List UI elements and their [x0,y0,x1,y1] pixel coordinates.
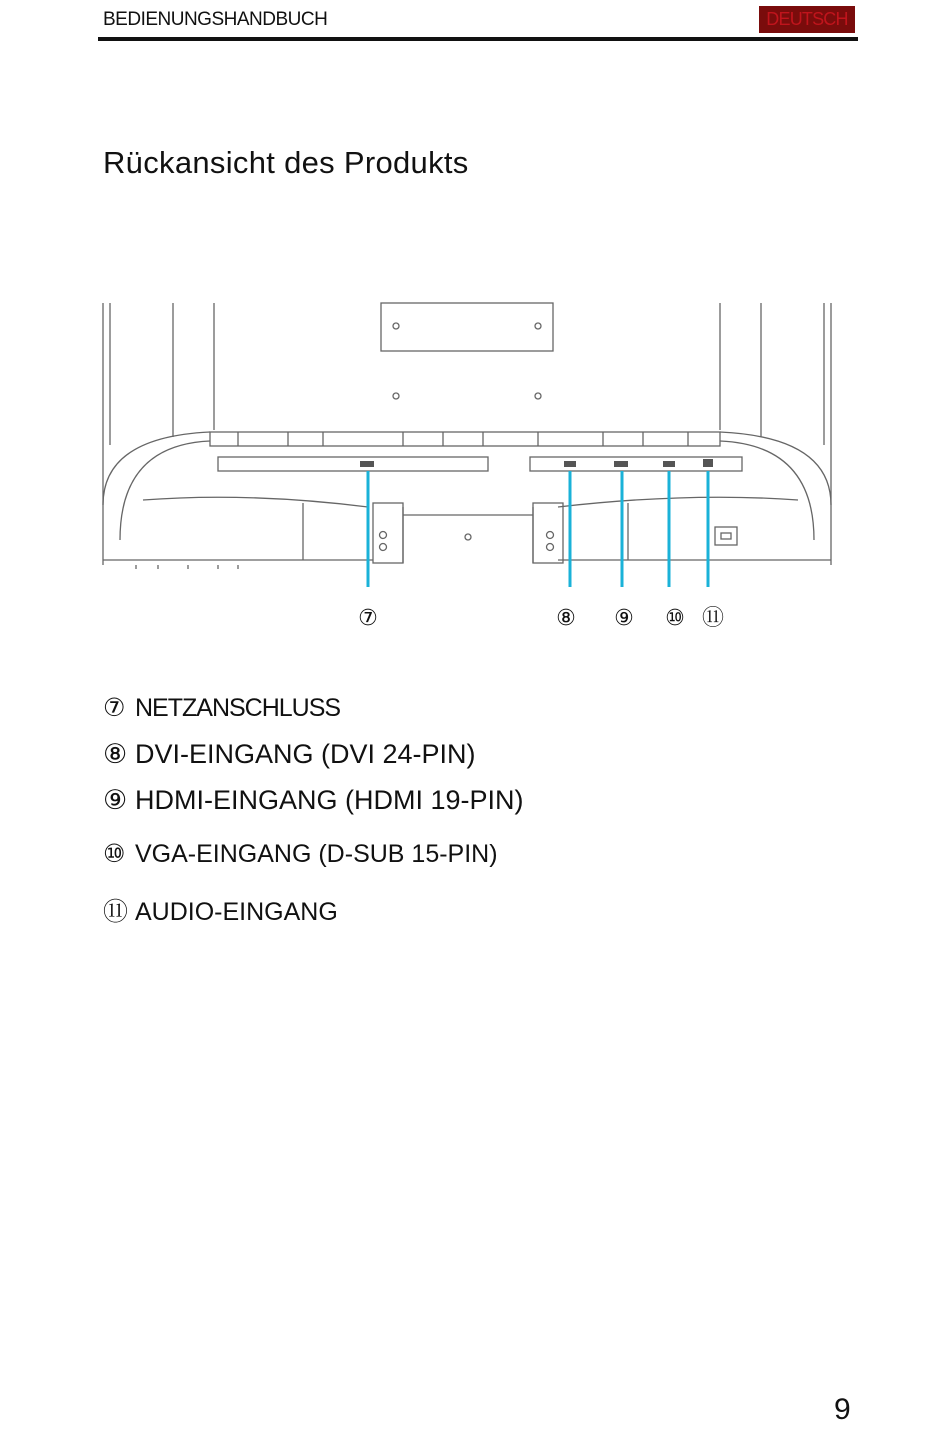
port-label-bar-left [218,457,488,471]
section-title: Rückansicht des Produkts [103,145,469,180]
legend-text: VGA-EINGANG (D-SUB 15-PIN) [135,840,498,868]
callout-number-7: ⑦ [358,606,378,631]
monitor-rear-view-diagram [98,295,838,635]
legend-item-power [103,693,340,723]
legend-item-hdmi [103,785,524,816]
legend-number: ⑧ [103,739,128,769]
legend-number: ⑨ [103,785,128,815]
legend-text: AUDIO-EINGANG [135,898,338,926]
legend-number: ⑦ [103,694,125,722]
header-rule [98,37,858,41]
stand-bracket-left [373,503,403,563]
dvi-port-marker [564,461,576,467]
vesa-plate [381,303,553,351]
stand-bracket-right [533,503,563,563]
legend-text: NETZANSCHLUSS [135,694,341,722]
hdmi-port-marker [614,461,628,467]
callout-number-9: ⑨ [614,606,634,631]
vga-port-marker [663,461,675,467]
legend-item-dvi [103,739,476,770]
security-lock-slot [715,527,737,545]
callout-number-8: ⑧ [556,606,576,631]
manual-title: BEDIENUNGSHANDBUCH [103,9,328,30]
power-port-marker [360,461,374,467]
legend-item-vga [103,839,498,869]
callout-number-10: ⑩ [665,606,685,631]
callout-number-11: ⑪ [701,606,725,631]
audio-port-marker [703,459,713,467]
legend-number: ⑩ [103,840,126,868]
legend-text: DVI-EINGANG (DVI 24-PIN) [135,739,476,769]
page-number: 9 [834,1393,851,1426]
legend-text: HDMI-EINGANG (HDMI 19-PIN) [135,785,524,815]
callout-lines [368,471,708,587]
legend-item-audio [103,892,338,928]
language-badge: DEUTSCH [759,6,855,33]
legend-number: ⑪ [103,898,129,926]
